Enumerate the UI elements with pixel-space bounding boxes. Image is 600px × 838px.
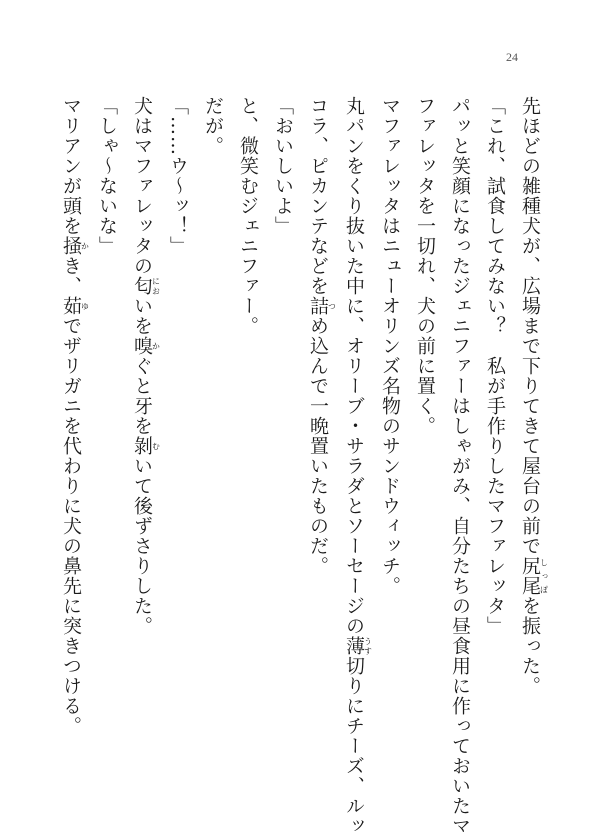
text-line-6: 丸パンをくり抜いた中に、オリーブ・サラダとソーセージの薄うす切りにチーズ、ルッ	[343, 96, 373, 836]
text-line-11: 「……ウ～ッ！」	[167, 96, 189, 256]
ruby-yu: 茹ゆ	[60, 296, 90, 316]
ruby-mu: 剝む	[131, 436, 161, 456]
text-line-10: だが。	[202, 96, 224, 156]
text-line-5: マファレッタはニューオリンズ名物のサンドウィッチ。	[379, 96, 401, 596]
text-line-1: 先ほどの雑種犬が、広場まで下りてきて屋台の前で尻尾しっぽを振った。	[519, 96, 549, 696]
text-line-3: パッと笑顔になったジェニファーはしゃがみ、自分たちの昼食用に作っておいたマ	[449, 96, 471, 836]
ruby-nio: 匂にお	[131, 276, 161, 296]
ruby-usu: 薄うす	[343, 636, 373, 656]
ruby-ka: 嗅か	[131, 336, 161, 356]
text-line-4: ファレッタを一切れ、犬の前に置く。	[414, 96, 436, 436]
text-line-13: 「しゃ～ないな」	[96, 96, 118, 256]
text-line-9: と、微笑むジェニファー。	[237, 96, 259, 336]
ruby-tsu: 詰つ	[307, 296, 337, 316]
novel-text-block	[53, 96, 549, 836]
text-line-7: コラ、ピカンテなどを詰つめ込んで一晩置いたものだ。	[307, 96, 337, 576]
page-number: 24	[506, 50, 518, 64]
text-line-12: 犬はマファレッタの匂においを嗅かぐと牙を剝むいて後ずさりした。	[131, 96, 161, 636]
ruby-shippo: 尻尾しっぽ	[519, 556, 549, 596]
text-line-2: 「これ、試食してみない？ 私が手作りしたマファレッタ」	[484, 96, 506, 636]
text-line-14: マリアンが頭を掻かき、茹ゆでザリガニを代わりに犬の鼻先に突きつける。	[60, 96, 90, 736]
text-line-8: 「おいしいよ」	[272, 96, 294, 236]
ruby-kaki: 掻か	[60, 236, 90, 256]
